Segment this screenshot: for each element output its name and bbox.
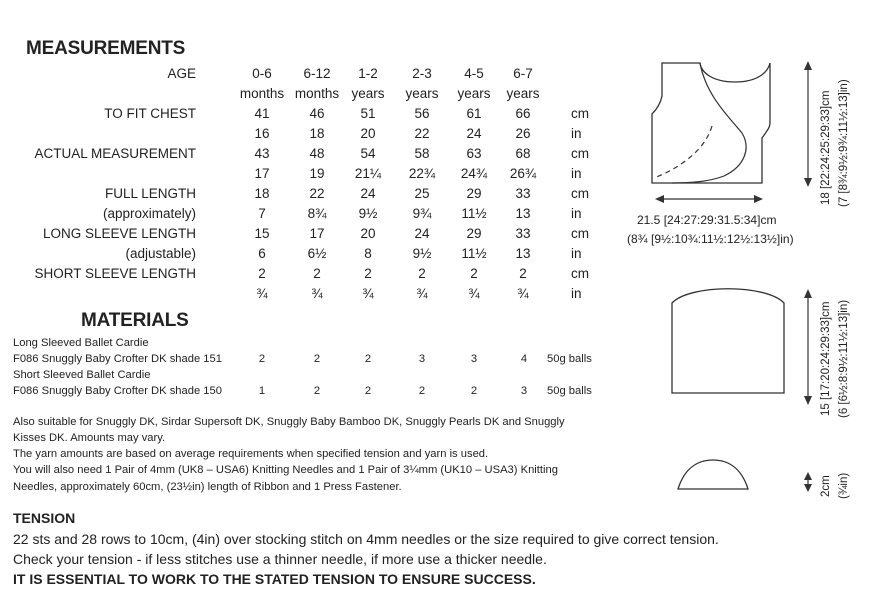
body-length-in: (7 [8¾:9½:9¾:11½:13]in) — [838, 79, 850, 207]
unit-label: cm — [571, 226, 589, 241]
table-cell: 33 — [515, 186, 531, 201]
age-header: 0-6 — [252, 66, 272, 81]
table-cell: 58 — [414, 146, 430, 161]
materials-cell: 1 — [258, 385, 266, 397]
materials-cell: 2 — [313, 385, 321, 397]
materials-cell: 2 — [313, 353, 321, 365]
row-label: TO FIT CHEST — [104, 106, 196, 121]
table-cell: 11½ — [461, 246, 487, 261]
materials-label: Short Sleeved Ballet Cardie — [13, 369, 151, 381]
table-cell: ¾ — [362, 286, 374, 301]
row-label: (adjustable) — [125, 246, 196, 261]
table-cell: 9½ — [358, 206, 378, 221]
materials-label: F086 Snuggly Baby Crofter DK shade 150 — [13, 385, 222, 397]
materials-cell: 2 — [470, 385, 478, 397]
table-cell: 13 — [515, 206, 531, 221]
tension-line-1: 22 sts and 28 rows to 10cm, (4in) over stocking stitch on 4mm needles or the size required to give correct tension. — [13, 531, 719, 547]
materials-unit: 50g balls — [547, 353, 592, 365]
row-label: ACTUAL MEASUREMENT — [34, 146, 196, 161]
body-width-cm: 21.5 [24:27:29:31.5:34]cm — [637, 213, 777, 227]
unit-label: in — [571, 126, 582, 141]
table-cell: 51 — [360, 106, 376, 121]
materials-cell: 3 — [470, 353, 478, 365]
table-cell: 17 — [309, 226, 325, 241]
unit-label: cm — [571, 106, 589, 121]
short-sleeve-in: (¾in) — [838, 472, 850, 499]
table-cell: 54 — [360, 146, 376, 161]
materials-note-5: Needles, approximately 60cm, (23½in) length of Ribbon and 1 Press Fastener. — [13, 481, 402, 493]
age-unit-header: years — [457, 86, 491, 101]
table-cell: 22 — [309, 186, 325, 201]
table-cell: 41 — [254, 106, 270, 121]
table-cell: 46 — [309, 106, 325, 121]
body-length-cm: 18 [22:24:25:29:33]cm — [820, 90, 832, 205]
table-cell: 2 — [364, 266, 372, 281]
table-cell: 18 — [309, 126, 325, 141]
table-cell: 26¾ — [509, 166, 537, 181]
table-cell: 22¾ — [408, 166, 436, 181]
tension-line-3: IT IS ESSENTIAL TO WORK TO THE STATED TENSION TO ENSURE SUCCESS. — [13, 571, 536, 587]
table-cell: 29 — [466, 186, 482, 201]
table-cell: 7 — [258, 206, 266, 221]
materials-cell: 2 — [364, 385, 372, 397]
age-unit-header: months — [239, 86, 285, 101]
table-cell: 2 — [519, 266, 527, 281]
table-cell: 6 — [258, 246, 266, 261]
table-cell: 63 — [466, 146, 482, 161]
table-cell: 61 — [466, 106, 482, 121]
age-header: 4-5 — [464, 66, 484, 81]
table-cell: 20 — [360, 226, 376, 241]
materials-cell: 2 — [258, 353, 266, 365]
table-cell: ¾ — [468, 286, 480, 301]
row-label: LONG SLEEVE LENGTH — [42, 226, 196, 241]
tension-title: TENSION — [13, 510, 76, 526]
unit-label: in — [571, 206, 582, 221]
table-cell: 6½ — [307, 246, 327, 261]
row-label: SHORT SLEEVE LENGTH — [34, 266, 196, 281]
table-cell: 24 — [466, 126, 482, 141]
table-cell: ¾ — [416, 286, 428, 301]
age-unit-header: years — [351, 86, 385, 101]
unit-label: cm — [571, 146, 589, 161]
table-cell: 11½ — [461, 206, 487, 221]
table-cell: 66 — [515, 106, 531, 121]
materials-note-2: Kisses DK. Amounts may vary. — [13, 432, 166, 444]
materials-label: F086 Snuggly Baby Crofter DK shade 151 — [13, 353, 222, 365]
table-cell: 17 — [254, 166, 270, 181]
age-unit-header: months — [294, 86, 340, 101]
materials-label: Long Sleeved Ballet Cardie — [13, 337, 149, 349]
materials-title: MATERIALS — [81, 310, 189, 331]
age-label: AGE — [167, 66, 196, 81]
table-cell: 8¾ — [307, 206, 327, 221]
materials-note-1: Also suitable for Snuggly DK, Sirdar Supersoft DK, Snuggly Baby Bamboo DK, Snuggly Pearls DK and Snuggly — [13, 416, 565, 428]
materials-cell: 3 — [418, 353, 426, 365]
table-cell: 2 — [470, 266, 478, 281]
materials-cell: 4 — [520, 353, 528, 365]
table-cell: 15 — [254, 226, 270, 241]
table-cell: 21¼ — [354, 166, 382, 181]
table-cell: 9½ — [412, 246, 432, 261]
short-sleeve-cm: 2cm — [820, 475, 832, 497]
materials-cell: 2 — [418, 385, 426, 397]
table-cell: ¾ — [311, 286, 323, 301]
materials-note-3: The yarn amounts are based on average requirements when specified tension and yarn is used. — [13, 448, 489, 460]
unit-label: in — [571, 286, 582, 301]
table-cell: 8 — [364, 246, 372, 261]
table-cell: 25 — [414, 186, 430, 201]
age-header: 2-3 — [412, 66, 432, 81]
table-cell: 22 — [414, 126, 430, 141]
table-cell: 24¾ — [460, 166, 488, 181]
table-cell: 68 — [515, 146, 531, 161]
body-width-in: (8¾ [9½:10¾:11½:12½:13½]in) — [627, 232, 794, 246]
table-cell: 29 — [466, 226, 482, 241]
table-cell: 24 — [360, 186, 376, 201]
table-cell: 43 — [254, 146, 270, 161]
age-unit-header: years — [405, 86, 439, 101]
row-label: FULL LENGTH — [104, 186, 196, 201]
materials-unit: 50g balls — [547, 385, 592, 397]
table-cell: ¾ — [517, 286, 529, 301]
table-cell: 16 — [254, 126, 270, 141]
age-unit-header: years — [506, 86, 540, 101]
sleeve-length-cm: 15 [17:20:24:29:33]cm — [820, 301, 832, 416]
unit-label: in — [571, 246, 582, 261]
table-cell: 2 — [418, 266, 426, 281]
sleeve-length-in: (6 [6½:8:9½:11½:13]in) — [838, 299, 850, 418]
unit-label: cm — [571, 266, 589, 281]
table-cell: ¾ — [256, 286, 268, 301]
table-cell: 33 — [515, 226, 531, 241]
materials-note-4: You will also need 1 Pair of 4mm (UK8 – USA6) Knitting Needles and 1 Pair of 3¼mm (UK10 – USA3) Knitting — [13, 464, 558, 476]
table-cell: 18 — [254, 186, 270, 201]
unit-label: in — [571, 166, 582, 181]
table-cell: 24 — [414, 226, 430, 241]
age-header: 6-7 — [513, 66, 533, 81]
table-cell: 2 — [313, 266, 321, 281]
tension-line-2: Check your tension - if less stitches use a thinner needle, if more use a thicker needle. — [13, 551, 547, 567]
table-cell: 20 — [360, 126, 376, 141]
age-header: 1-2 — [358, 66, 378, 81]
table-cell: 26 — [515, 126, 531, 141]
table-cell: 9¾ — [412, 206, 432, 221]
row-label: (approximately) — [102, 206, 196, 221]
materials-cell: 3 — [520, 385, 528, 397]
materials-cell: 2 — [364, 353, 372, 365]
table-cell: 48 — [309, 146, 325, 161]
measurements-title: MEASUREMENTS — [26, 38, 186, 59]
table-cell: 19 — [309, 166, 325, 181]
table-cell: 2 — [258, 266, 266, 281]
table-cell: 56 — [414, 106, 430, 121]
age-header: 6-12 — [303, 66, 331, 81]
table-cell: 13 — [515, 246, 531, 261]
unit-label: cm — [571, 186, 589, 201]
